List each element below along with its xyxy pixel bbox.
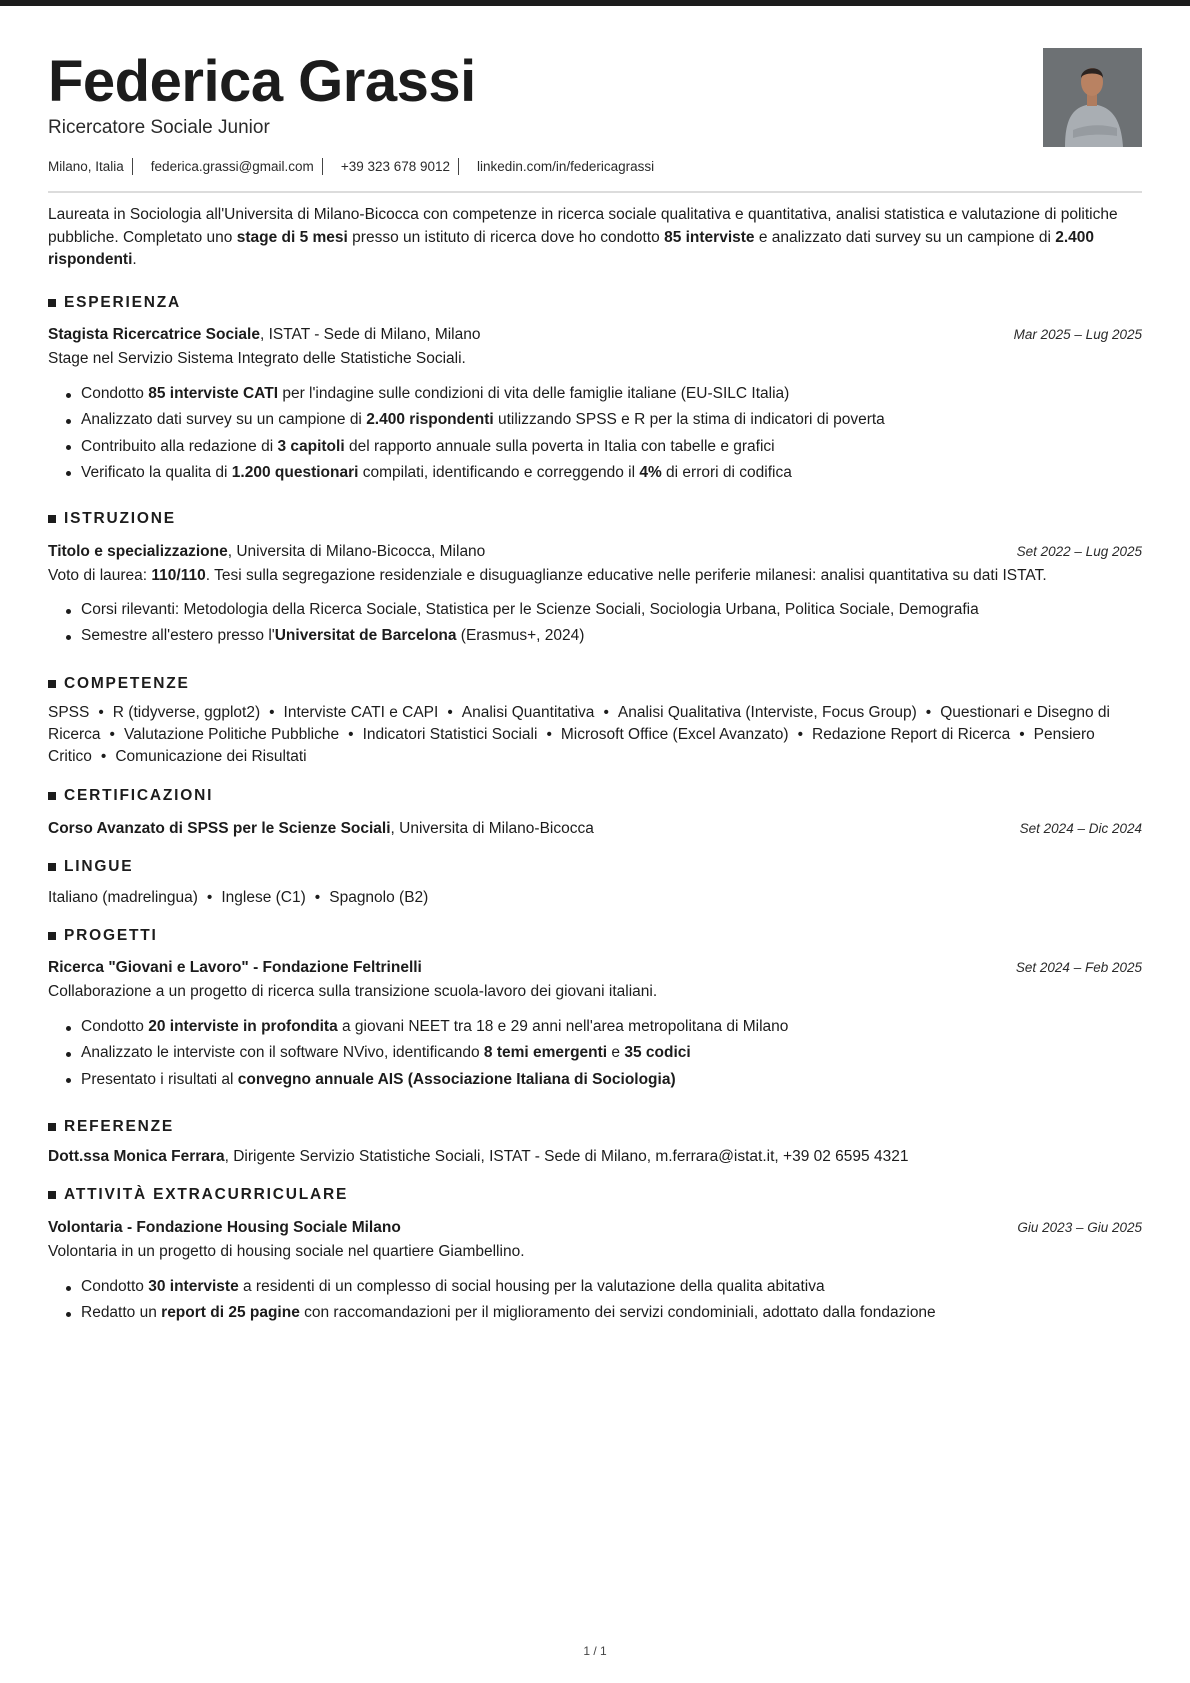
section-title: COMPETENZE [64,675,190,692]
section-title: ESPERIENZA [64,294,182,311]
contact-location: Milano, Italia [48,159,124,174]
square-bullet-icon [48,792,56,800]
section-heading-extracurricular [48,1186,348,1204]
experience-entry-header [48,324,1142,346]
date-range: Mar 2025 – Lug 2025 [1013,327,1142,342]
square-bullet-icon [48,515,56,523]
separator [322,158,323,175]
candidate-role: Ricercatore Sociale Junior [48,117,270,138]
skill-item: Valutazione Politiche Pubbliche [123,726,340,743]
certification-name: Corso Avanzato di SPSS per le Scienze Sociali [48,820,391,837]
square-bullet-icon [48,299,56,307]
skill-item: Microsoft Office (Excel Avanzato) [560,726,789,743]
date-range: Set 2024 – Feb 2025 [1015,960,1142,975]
person-photo-icon [1043,48,1142,147]
list-item: Presentato i risultati al convegno annuale AIS (Associazione Italiana di Sociologia) [81,1067,1142,1093]
languages-list: Italiano (madrelingua) • Inglese (C1) • Spagnolo (B2) [48,889,429,906]
skill-item: Comunicazione dei Risultati [115,748,307,765]
skill-item: Redazione Report di Ricerca [812,726,1011,743]
summary-highlight: 2.400 rispondenti [48,228,1095,268]
list-item: Condotto 20 interviste in profondita a giovani NEET tra 18 e 29 anni nell'area metropolitana di Milano [81,1014,1142,1040]
summary-text: e analizzato dati survey su un campione di [754,228,1056,246]
project-entry-header [48,957,1142,979]
page-indicator: 1 / 1 [583,1644,607,1658]
skill-item: Analisi Qualitativa (Interviste, Focus Group) [617,704,917,721]
contact-phone[interactable]: +39 323 678 9012 [340,159,451,174]
project-name: Ricerca "Giovani e Lavoro" - Fondazione Feltrinelli [48,959,422,976]
experience-bullets [48,381,1142,486]
institution: , Universita di Milano-Bicocca, Milano [227,543,486,560]
skill-item: SPSS [48,704,90,721]
contact-line [48,158,654,175]
reference-entry [48,1146,1142,1168]
reference-details: , Dirigente Servizio Statistiche Sociali, ISTAT - Sede di Milano, m.ferrara@istat.it, +39 02 6595 4321 [224,1148,909,1165]
date-range: Set 2022 – Lug 2025 [1016,544,1142,559]
education-bullets [48,597,1142,650]
summary-text: . [132,251,137,268]
contact-email[interactable]: federica.grassi@gmail.com [150,159,314,174]
list-item: Condotto 30 interviste a residenti di un complesso di social housing per la valutazione della qualita abitativa [81,1274,1142,1300]
skills-list: SPSS • R (tidyverse, ggplot2) • Interviste CATI e CAPI • Analisi Quantitativa • Analisi Qualitativa (Interviste, Focus Group) • Questionari e Disegno di Ricerca • Valutazione Politiche Pubbliche • Indicatori Statistici Sociali • Microsoft Office (Excel Avanzato) • Redazione Report di Ricerca • Pensiero Critico • Comunicazione dei Risultati [48,704,1110,765]
date-range: Giu 2023 – Giu 2025 [1017,1220,1142,1235]
square-bullet-icon [48,680,56,688]
extracurricular-bullets [48,1274,1142,1327]
top-bar [0,0,1190,6]
section-heading-experience [48,294,181,312]
candidate-name: Federica Grassi [48,49,476,114]
summary-text: presso un istituto di ricerca dove ho condotto [347,228,665,246]
section-title: REFERENZE [64,1118,175,1135]
section-heading-references [48,1118,174,1136]
experience-description: Stage nel Servizio Sistema Integrato delle Statistiche Sociali. [48,350,466,367]
summary-text: Laureata in Sociologia all'Universita di Milano-Bicocca con competenze in ricerca sociale qualitativa e quantitativa, analisi statistica e valutazione di politiche pubbliche. Completato uno [48,206,1118,246]
skill-item: Questionari e Disegno di Ricerca [48,704,1110,743]
skill-item: R (tidyverse, ggplot2) [112,704,261,721]
section-title: ISTRUZIONE [64,510,176,527]
list-item: Redatto un report di 25 pagine con raccomandazioni per il miglioramento dei servizi condominiali, adottato dalla fondazione [81,1300,1142,1326]
language-item: Inglese (C1) [221,889,306,906]
summary-highlight: 85 interviste [664,228,755,246]
summary-highlight: stage di 5 mesi [236,228,348,246]
square-bullet-icon [48,863,56,871]
separator [458,158,459,175]
summary [48,204,1142,272]
skill-item: Analisi Quantitativa [461,704,595,721]
square-bullet-icon [48,932,56,940]
certification-issuer: , Universita di Milano-Bicocca [390,820,594,837]
list-item: Verificato la qualita di 1.200 questionari compilati, identificando e correggendo il 4% di errori di codifica [81,460,1142,486]
skill-item: Pensiero Critico [48,726,1095,765]
extracurricular-description: Volontaria in un progetto di housing sociale nel quartiere Giambellino. [48,1243,525,1260]
list-item: Analizzato dati survey su un campione di 2.400 rispondenti utilizzando SPSS e R per la stima di indicatori di poverta [81,407,1142,433]
section-heading-certifications [48,787,213,805]
list-item: Corsi rilevanti: Metodologia della Ricerca Sociale, Statistica per le Scienze Sociali, Sociologia Urbana, Politica Sociale, Demografia [81,597,1142,623]
certification-entry [48,818,1142,840]
education-entry-header [48,541,1142,563]
section-title: LINGUE [64,858,134,875]
section-title: PROGETTI [64,927,158,944]
section-title: CERTIFICAZIONI [64,787,214,804]
list-item: Analizzato le interviste con il software NVivo, identificando 8 temi emergenti e 35 codici [81,1040,1142,1066]
employer: , ISTAT - Sede di Milano, Milano [259,326,481,343]
job-title: Stagista Ricercatrice Sociale [48,326,260,343]
list-item: Semestre all'estero presso l'Universitat de Barcelona (Erasmus+, 2024) [81,623,1142,649]
profile-photo [1043,48,1142,147]
extracurricular-entry-header [48,1217,1142,1239]
section-title: ATTIVITÀ EXTRACURRICULARE [64,1186,349,1203]
separator [132,158,133,175]
square-bullet-icon [48,1123,56,1131]
activity-name: Volontaria - Fondazione Housing Sociale Milano [48,1219,401,1236]
project-bullets [48,1014,1142,1093]
degree-title: Titolo e specializzazione [48,543,228,560]
section-heading-education [48,510,176,528]
project-description: Collaborazione a un progetto di ricerca sulla transizione scuola-lavoro dei giovani italiani. [48,983,658,1000]
section-heading-projects [48,927,158,945]
list-item: Contribuito alla redazione di 3 capitoli del rapporto annuale sulla poverta in Italia con tabelle e grafici [81,434,1142,460]
section-heading-languages [48,858,133,876]
language-item: Spagnolo (B2) [329,889,429,906]
skill-item: Interviste CATI e CAPI [283,704,439,721]
reference-name: Dott.ssa Monica Ferrara [48,1148,225,1165]
square-bullet-icon [48,1191,56,1199]
date-range: Set 2024 – Dic 2024 [1019,821,1142,836]
list-item: Condotto 85 interviste CATI per l'indagine sulle condizioni di vita delle famiglie italiane (EU-SILC Italia) [81,381,1142,407]
education-description: Voto di laurea: 110/110. Tesi sulla segregazione residenziale e disuguaglianze educative nelle periferie milanesi: analisi quantitativa su dati ISTAT. [48,567,1047,584]
section-heading-skills [48,675,190,693]
contact-linkedin[interactable]: linkedin.com/in/federicagrassi [477,159,655,174]
language-item: Italiano (madrelingua) [48,889,198,906]
header-divider [48,191,1142,193]
skill-item: Indicatori Statistici Sociali [362,726,538,743]
